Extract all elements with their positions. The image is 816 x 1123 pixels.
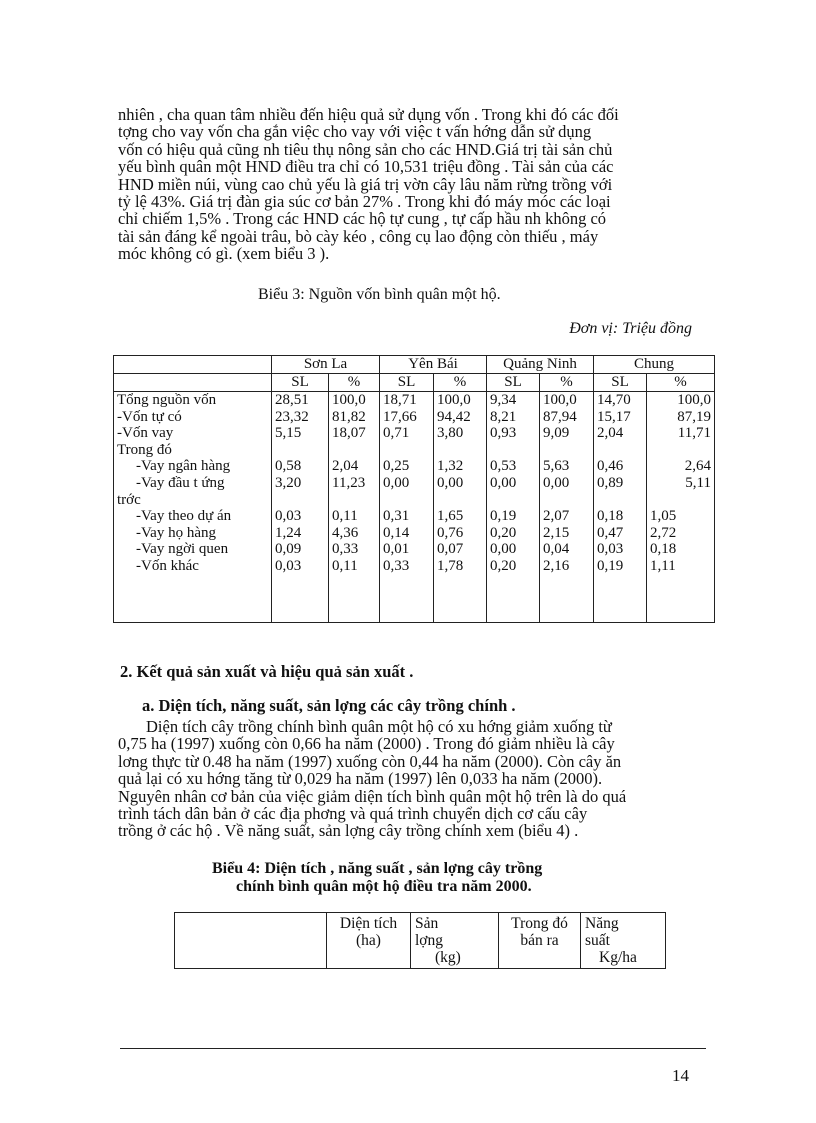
text-line: yếu bình quân một HND điều tra chỉ có 10,531 triệu đồng . Tài sản của các (118, 157, 614, 177)
header-yen-bai: Yên Bái (380, 356, 487, 374)
table3 (113, 355, 715, 623)
table-cell: 18,71 (380, 392, 434, 409)
table-cell: 9,09 (540, 425, 594, 442)
col-nang-suat (581, 913, 666, 969)
text-line: HND miền núi, vùng cao chủ yếu là giá trị vờn cây lâu năm rừng trồng với (118, 174, 613, 194)
table-cell: 94,42 (434, 409, 487, 426)
table-cell: 100,0 (540, 392, 594, 409)
table-row (114, 458, 715, 475)
table-cell: 0,47 (594, 525, 647, 542)
row-label: Trong đó (117, 441, 172, 458)
table-row (114, 541, 715, 558)
table-cell: 0,00 (487, 541, 540, 558)
table-cell: 17,66 (380, 409, 434, 426)
sub-sl: SL (487, 374, 540, 392)
table-cell: 11,71 (647, 425, 715, 442)
table-cell: 1,11 (647, 558, 715, 575)
table-cell: 0,33 (380, 558, 434, 575)
table-row (114, 392, 715, 409)
table-cell: 0,03 (272, 508, 329, 525)
table-cell: 0,19 (487, 508, 540, 525)
row-label: -Vay theo dự án (136, 508, 232, 525)
table-cell: 0,19 (594, 558, 647, 575)
row-label: -Vay ngời quen (136, 541, 229, 558)
table-cell: 2,72 (647, 525, 715, 542)
text-line: trồng ở các hộ . Về năng suất, sản lợng cây trồng chính xem (biểu 4) . (118, 821, 579, 841)
table-cell: 0,11 (329, 508, 380, 525)
table-cell: 0,25 (380, 458, 434, 475)
col-text: Trong đó (511, 915, 568, 932)
table-cell: 0,20 (487, 558, 540, 575)
table-cell: 0,89 (594, 475, 647, 492)
table-row (114, 508, 715, 525)
table-cell: 0,20 (487, 525, 540, 542)
table-cell: 14,70 (594, 392, 647, 409)
text-line: lơng thực từ 0.48 ha năm (1997) xuống còn 0,44 ha năm (2000). Còn cây ăn (118, 751, 622, 771)
table-cell: 2,07 (540, 508, 594, 525)
sub-pct: % (647, 374, 715, 392)
text-line: tỷ lệ 43%. Giá trị đàn gia súc cơ bản 27% . Trong khi đó máy móc các loại (118, 192, 611, 212)
table-cell: 0,03 (594, 541, 647, 558)
table-cell: 0,18 (647, 541, 715, 558)
row-label: -Vay đầu t ứng (136, 474, 225, 491)
table-cell: 0,00 (434, 475, 487, 492)
table-cell: 0,31 (380, 508, 434, 525)
table-cell: 87,19 (647, 409, 715, 426)
sub-pct: % (540, 374, 594, 392)
section-heading: 2. Kết quả sản xuất và hiệu quả sản xuất . (120, 662, 414, 681)
table-cell: 0,00 (487, 475, 540, 492)
table-cell: 11,23 (329, 475, 380, 492)
table-row (114, 442, 715, 459)
table-cell: 0,18 (594, 508, 647, 525)
table-cell: 1,24 (272, 525, 329, 542)
table4 (174, 912, 666, 969)
footer-rule (120, 1048, 706, 1049)
col-text: suất (585, 932, 610, 949)
row-label: -Vay ngân hàng (136, 458, 231, 475)
table-cell: 0,14 (380, 525, 434, 542)
text-line: trình tách dân bản ở các địa phơng và quá trình chuyển dịch cơ cấu cây (118, 804, 588, 824)
table-cell: 5,15 (272, 425, 329, 442)
table-cell: 2,04 (329, 458, 380, 475)
sub-sl: SL (594, 374, 647, 392)
text-line: chỉ chiếm 1,5% . Trong các HND các hộ tự cung , tự cấp hầu nh không có (118, 209, 607, 229)
table-cell: 18,07 (329, 425, 380, 442)
col-dien-tich (327, 913, 411, 969)
table-cell: 0,09 (272, 541, 329, 558)
header-chung: Chung (594, 356, 715, 374)
table-cell: 81,82 (329, 409, 380, 426)
table-cell: 2,64 (647, 458, 715, 475)
col-ban-ra (499, 913, 581, 969)
table4-empty-cell (175, 913, 327, 969)
row-label: -Vốn vay (117, 425, 174, 442)
table-cell: 15,17 (594, 409, 647, 426)
table-cell: 100,0 (647, 392, 715, 409)
table-cell: 0,46 (594, 458, 647, 475)
row-label: trớc (117, 491, 141, 508)
table3-caption: Biểu 3: Nguồn vốn bình quân một hộ. (258, 286, 501, 303)
table-cell: 0,01 (380, 541, 434, 558)
body-paragraph-2 (118, 718, 696, 840)
table-cell: 1,78 (434, 558, 487, 575)
table4-header (175, 913, 666, 969)
table-cell: 2,04 (594, 425, 647, 442)
table-cell: 8,21 (487, 409, 540, 426)
table3-header-regions (114, 356, 715, 374)
text-line: quả lại có xu hớng tăng từ 0,029 ha năm (1997) lên 0,033 ha năm (2000). (118, 769, 603, 789)
table-cell: 0,71 (380, 425, 434, 442)
table-cell: 2,16 (540, 558, 594, 575)
col-text: lợng (415, 932, 444, 949)
sub-sl: SL (380, 374, 434, 392)
table-cell: 0,93 (487, 425, 540, 442)
table-cell: 0,58 (272, 458, 329, 475)
col-text: Kg/ha (599, 949, 637, 966)
table-row (114, 492, 715, 509)
header-son-la: Sơn La (272, 356, 380, 374)
text-line: 0,75 ha (1997) xuống còn 0,66 ha năm (2000) . Trong đó giảm nhiều là cây (118, 734, 615, 754)
table-cell: 1,05 (647, 508, 715, 525)
col-text: Năng (585, 915, 619, 932)
table-cell: 87,94 (540, 409, 594, 426)
sub-pct: % (434, 374, 487, 392)
table-cell: 0,03 (272, 558, 329, 575)
table-cell: 0,53 (487, 458, 540, 475)
col-san-luong (411, 913, 499, 969)
table-cell: 100,0 (329, 392, 380, 409)
subsection-heading: a. Diện tích, năng suất, sản lợng các cây trồng chính . (142, 696, 516, 715)
table3-unit: Đơn vị: Triệu đồng (569, 320, 692, 337)
table-cell: 100,0 (434, 392, 487, 409)
table-cell: 2,15 (540, 525, 594, 542)
header-quang-ninh: Quảng Ninh (487, 356, 594, 374)
table-filler-row (114, 575, 715, 623)
table-cell: 0,33 (329, 541, 380, 558)
col-text: (ha) (356, 932, 381, 949)
table-row (114, 409, 715, 426)
table-row (114, 525, 715, 542)
text-line: vốn có hiệu quả cũng nh tiêu thụ nông sản cho các HND.Giá trị tài sản chủ (118, 139, 613, 159)
sub-sl: SL (272, 374, 329, 392)
col-text: Sản (415, 915, 439, 932)
text-line: Nguyên nhân cơ bản của việc giảm diện tích bình quân một hộ trên là do quá (118, 786, 627, 806)
table-cell: 0,11 (329, 558, 380, 575)
row-label: Tổng nguồn vốn (117, 392, 217, 408)
text-line: tợng cho vay vốn cha gắn việc cho vay với việc t vấn hớng dẫn sử dụng (118, 122, 592, 142)
row-label: -Vay họ hàng (136, 524, 216, 541)
page-number: 14 (672, 1066, 689, 1085)
table-cell: 4,36 (329, 525, 380, 542)
table4-caption-line2: chính bình quân một hộ điều tra năm 2000. (236, 878, 532, 895)
table3-header-sub (114, 374, 715, 392)
table-cell: 23,32 (272, 409, 329, 426)
table-cell: 28,51 (272, 392, 329, 409)
text-line: Diện tích cây trồng chính bình quân một hộ có xu hớng giảm xuống từ (146, 717, 612, 736)
text-line: tài sản đáng kể ngoài trâu, bò cày kéo , công cụ lao động còn thiếu , máy (118, 226, 599, 246)
table4-caption-line1: Biểu 4: Diện tích , năng suất , sản lợng cây trồng (212, 860, 543, 877)
table-cell: 1,32 (434, 458, 487, 475)
col-text: Diện tích (339, 915, 398, 932)
table-cell: 3,80 (434, 425, 487, 442)
col-text: (kg) (435, 949, 461, 966)
row-label: -Vốn khác (136, 557, 199, 574)
table-row (114, 425, 715, 442)
table-cell: 0,76 (434, 525, 487, 542)
table-cell: 0,04 (540, 541, 594, 558)
sub-pct: % (329, 374, 380, 392)
table-cell: 0,00 (380, 475, 434, 492)
row-label: -Vốn tự có (117, 408, 182, 425)
text-line: nhiên , cha quan tâm nhiều đến hiệu quả sử dụng vốn . Trong khi đó các đối (118, 105, 619, 124)
table-cell: 5,11 (647, 475, 715, 492)
table-cell: 3,20 (272, 475, 329, 492)
table-row (114, 558, 715, 575)
table-cell: 5,63 (540, 458, 594, 475)
table-cell: 0,00 (540, 475, 594, 492)
table-row (114, 475, 715, 492)
intro-paragraph (118, 106, 696, 263)
col-text: bán ra (520, 932, 559, 949)
table-cell: 0,07 (434, 541, 487, 558)
table-cell: 1,65 (434, 508, 487, 525)
table-cell: 9,34 (487, 392, 540, 409)
text-line: móc không có gì. (xem biểu 3 ). (118, 244, 330, 264)
